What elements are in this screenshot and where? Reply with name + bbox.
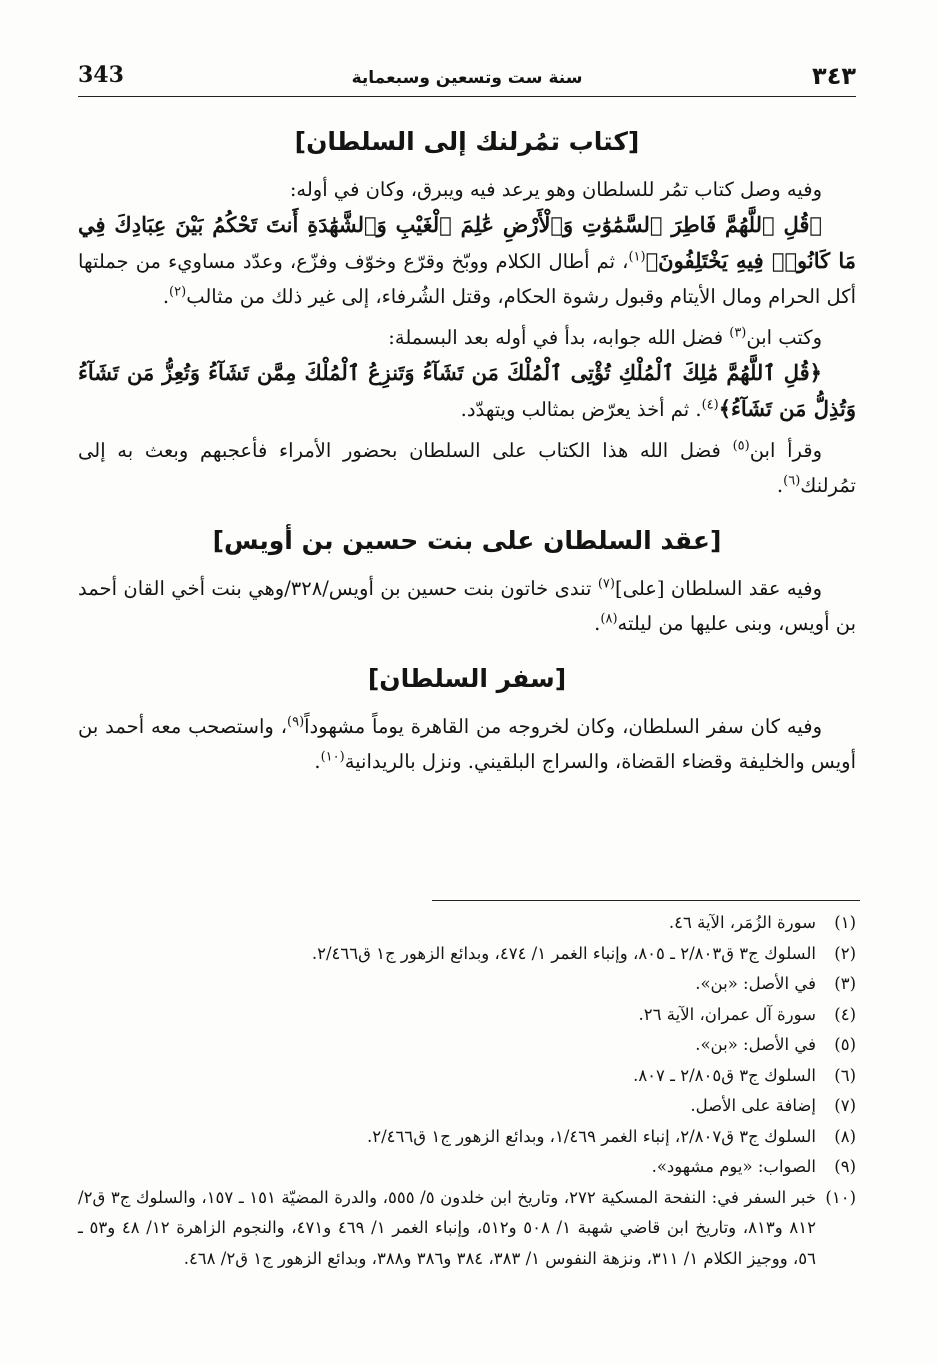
footnote-text: في الأصل: «بن». xyxy=(695,1035,816,1054)
footnote-number: (١٠) xyxy=(825,1187,856,1207)
footnote-text: سورة آل عمران، الآية ٢٦. xyxy=(638,1004,816,1024)
footnote-number: (٢) xyxy=(834,943,856,963)
running-title: سنة ست وتسعين وسبعماية xyxy=(351,68,583,88)
footnote-number: (٥) xyxy=(834,1035,856,1054)
paragraph-letter-intro: وفيه وصل كتاب تمُر للسلطان وهو يرعد فيه ويبرق، وكان في أوله: xyxy=(289,178,822,201)
paragraph-quran-2 xyxy=(78,355,856,427)
footnote-ref: (٤) xyxy=(701,397,719,413)
paragraph-quran-1 xyxy=(78,207,856,314)
footnote-number: (٩) xyxy=(834,1157,856,1176)
footnote-text: السلوك ج٣ ق٢/٨٠٣ ـ ٨٠٥، وإنباء الغمر ١/ ٤٧٤، وبدائع الزهور ج١ ق٢/٤٦٦. xyxy=(311,943,816,963)
footnote-ref: (٧) xyxy=(597,576,615,592)
paragraph-end: . xyxy=(776,474,784,497)
footnote xyxy=(78,1000,856,1031)
footnote-ref: (١٠) xyxy=(320,749,345,765)
footnote xyxy=(78,908,856,939)
paragraph-text: وقرأ ابن xyxy=(749,439,822,462)
footnote-ref: (٨) xyxy=(600,611,618,627)
footnote xyxy=(78,1152,856,1183)
paragraph-text: ، واستصحب معه أحمد بن أويس والخليفة وقضاء القضاة، والسراج البلقيني. ونزل بالريدانية xyxy=(78,715,856,773)
footnote-separator xyxy=(432,900,860,901)
footnote-ref: (٦) xyxy=(783,473,801,489)
footnote-number: (١) xyxy=(834,913,856,932)
footnote xyxy=(78,1183,856,1275)
paragraph-end: . xyxy=(162,285,170,308)
paragraph-end: . xyxy=(314,750,321,773)
footnote-ref: (٥) xyxy=(732,438,750,454)
paragraph-text: . ثم أخذ يعرّض بمثالب ويتهدّد. xyxy=(460,398,702,421)
section-heading-marriage: [عقد السلطان على بنت حسين بن أويس] xyxy=(212,526,722,555)
quran-verse: ﴿قُلِ ٱللَّهُمَّ مَٰلِكَ ٱلْمُلْكِ تُؤْتِى ٱلْمُلْكَ مَن تَشَآءُ وَتَنزِعُ ٱلْمُلْكَ مِمَّن تَشَآءُ وَتُعِزُّ مَن تَشَآءُ وَتُذِلُّ مَن تَشَآءُ﴾ xyxy=(78,360,856,421)
footnote-text: الصواب: «يوم مشهود». xyxy=(651,1157,816,1176)
footnote-number: (٤) xyxy=(834,1004,856,1024)
page-number-latin: 343 xyxy=(78,62,124,88)
section-heading-journey: [سفر السلطان] xyxy=(367,664,567,693)
quran-verse: ﴿قُلِ ٱللَّهُمَّ فَاطِرَ ٱلسَّمَٰوَٰتِ وَٱلْأَرْضِ عَٰلِمَ ٱلْغَيْبِ وَٱلشَّهَٰدَةِ أَنتَ تَحْكُمُ بَيْنَ عِبَادِكَ فِي مَا كَانُوا۟ فِيهِ يَخْتَلِفُونَ﴾ xyxy=(78,212,856,273)
paragraph-reply-intro xyxy=(78,320,856,355)
footnotes xyxy=(78,908,856,1274)
footnote-text: خبر السفر في: النفحة المسكية ٢٧٢، وتاريخ ابن خلدون ٥/ ٥٥٥، والدرة المضيّة ١٥١ ـ ١٥٧، والسلوك ج٣ ق٢/ ٨١٢ و٨١٣، وتاريخ ابن قاضي شهبة ١/ ٥٠٨ و٥١٢، وإنباء الغمر ١/ ٤٦٩ و٤٧١، والنجوم الزاهرة ١٢/ ٤٨ و٥٣ ـ ٥٦، ووجيز الكلام ١/ ٣١١، ونزهة النفوس ١/ ٣٨٣، ٣٨٤ و٣٨٦ و٣٨٨، وبدائع الزهور ج١ ق٢/ ٤٦٨. xyxy=(78,1187,817,1268)
paragraph-text: تندى خاتون بنت حسين بن أويس/٣٢٨/وهي بنت أخي القان أحمد بن أويس، وبنى عليها من ليلته xyxy=(78,577,856,635)
section-heading-letter: [كتاب تمُرلنك إلى السلطان] xyxy=(294,127,640,156)
footnote-text: إضافة على الأصل. xyxy=(690,1096,816,1115)
main-text xyxy=(78,118,856,779)
footnote xyxy=(78,1091,856,1122)
paragraph-text: فضل الله جوابه، بدأ في أوله بعد البسملة: xyxy=(388,326,730,349)
paragraph-text: فضل الله هذا الكتاب على السلطان بحضور الأمراء فأعجبهم وبعث به إلى تمُرلنك xyxy=(78,439,856,497)
paragraph-reading xyxy=(78,433,856,503)
paragraph-text: ، ثم أطال الكلام ووبّخ وقرّع وخوّف وفزّع، وعدّد مساويء من جملتها أكل الحرام ومال الأيتام وقبول رشوة الحكام، وقتل الشُرفاء، إلى غير ذلك من مثالب xyxy=(78,250,856,308)
footnote xyxy=(78,939,856,970)
page-number-arabic: ٣٤٣ xyxy=(812,62,856,90)
footnote-ref: (١) xyxy=(628,249,646,265)
footnote-ref: (٢) xyxy=(169,284,187,300)
paragraph-text: وفيه كان سفر السلطان، وكان لخروجه من القاهرة يوماً مشهوداً xyxy=(304,715,822,738)
footnote-text: السلوك ج٣ ق٢/٨٠٧، إنباء الغمر ١/٤٦٩، وبدائع الزهور ج١ ق٢/٤٦٦. xyxy=(367,1126,816,1146)
footnote-text: السلوك ج٣ ق٢/٨٠٥ ـ ٨٠٧. xyxy=(633,1065,816,1085)
footnote xyxy=(78,1061,856,1092)
footnote xyxy=(78,1030,856,1061)
footnote-number: (٨) xyxy=(834,1126,856,1146)
running-header xyxy=(78,58,856,97)
paragraph-journey xyxy=(78,709,856,779)
footnote-number: (٧) xyxy=(834,1096,856,1115)
paragraph-marriage xyxy=(78,571,856,641)
paragraph-end: . xyxy=(594,612,601,635)
paragraph-text: وكتب ابن xyxy=(746,326,822,349)
footnote-text: في الأصل: «بن». xyxy=(695,974,816,993)
footnote-ref: (٩) xyxy=(287,714,305,730)
footnote xyxy=(78,1122,856,1153)
footnote xyxy=(78,969,856,1000)
footnote-number: (٣) xyxy=(834,974,856,993)
paragraph-text: وفيه عقد السلطان [على] xyxy=(614,577,823,600)
footnote-ref: (٣) xyxy=(729,325,747,341)
footnote-number: (٦) xyxy=(834,1065,856,1085)
footnote-text: سورة الزُمَر، الآية ٤٦. xyxy=(668,913,816,932)
